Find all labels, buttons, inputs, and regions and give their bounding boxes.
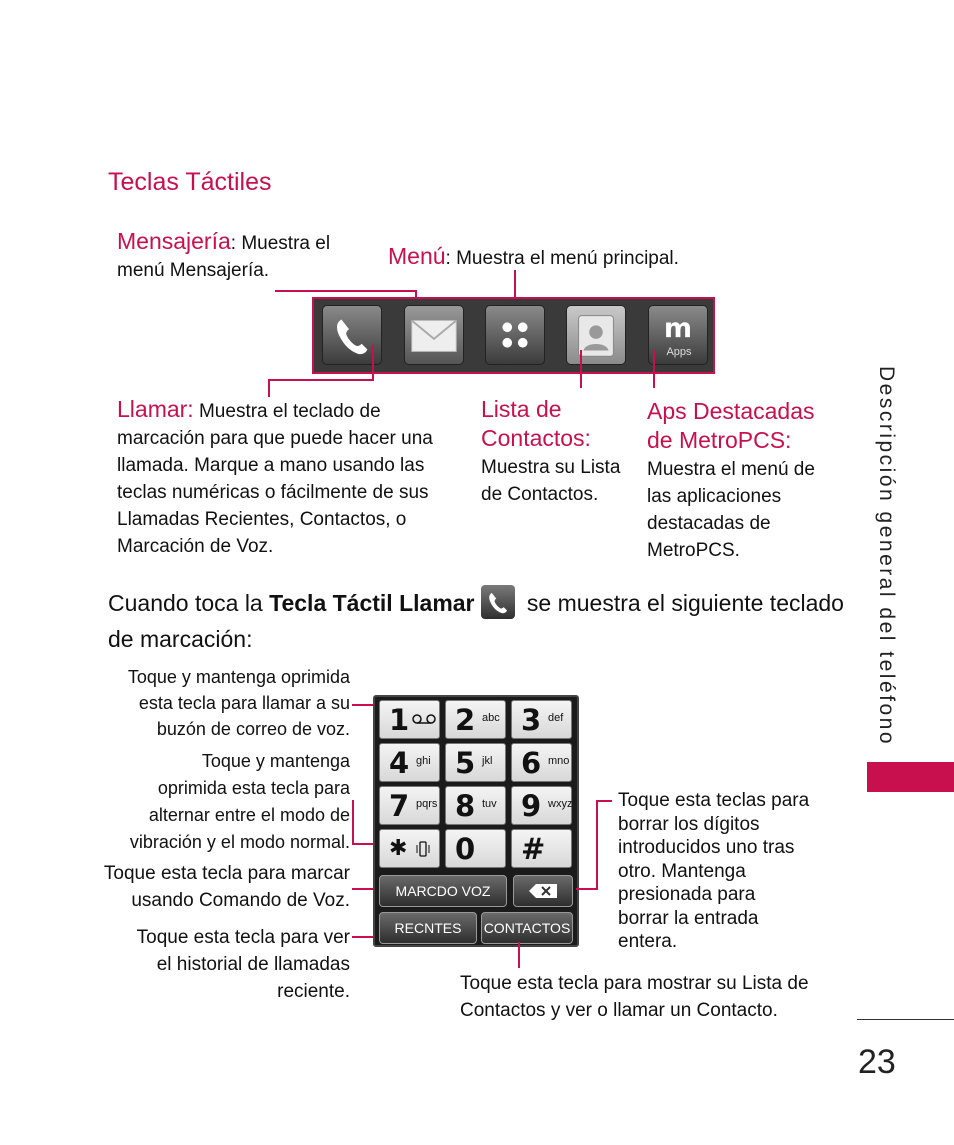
contacts-button[interactable]: CONTACTOS — [481, 912, 573, 944]
metro-m-icon[interactable] — [648, 305, 708, 365]
delete-connector-h2 — [576, 888, 598, 890]
delete-connector-h — [596, 800, 612, 802]
key-2[interactable]: 2 abc — [445, 700, 506, 739]
mensajeria-label: Mensajería: Muestra el menú Mensajería. — [117, 228, 331, 281]
backspace-button[interactable] — [513, 875, 573, 907]
delete-connector-v — [596, 800, 598, 890]
page-number-rule — [857, 1019, 954, 1020]
voice-dial-button[interactable]: MARCDO VOZ — [379, 875, 507, 907]
contacts-icon[interactable] — [566, 305, 626, 365]
side-section-label: Descripción general del teléfono — [875, 366, 898, 747]
menu-label: Menú: Muestra el menú principal. — [388, 243, 679, 269]
key-3[interactable]: 3 def — [511, 700, 572, 739]
llamar-connector-h — [268, 379, 374, 381]
section-title: Teclas Táctiles — [108, 168, 272, 196]
side-tab — [867, 762, 954, 792]
apps-label: Aps Destacadas de MetroPCS: Muestra el menú de las aplicaciones destacadas de MetroPCS. — [647, 398, 815, 561]
recent-calls-button[interactable]: RECNTES — [379, 912, 477, 944]
voicemail-annotation: Toque y mantenga oprimida esta tecla para llamar a su buzón de correo de voz. — [127, 667, 350, 739]
recent-annotation: Toque esta tecla para ver el historial de llamadas reciente. — [136, 927, 350, 1002]
contacts-annotation: Toque esta tecla para mostrar su Lista de Contactos y ver o llamar un Contacto. — [460, 973, 809, 1021]
key-7[interactable]: 7 pqrs — [379, 786, 440, 825]
key-5[interactable]: 5 jkl — [445, 743, 506, 782]
key-8[interactable]: 8 tuv — [445, 786, 506, 825]
llamar-connector-v2 — [268, 379, 270, 397]
envelope-icon[interactable] — [404, 305, 464, 365]
key-0[interactable]: 0 — [445, 829, 506, 868]
menu-dots-icon[interactable] — [485, 305, 545, 365]
key-hash[interactable]: # — [511, 829, 572, 868]
key-9[interactable]: 9 wxyz — [511, 786, 572, 825]
key-6[interactable]: 6 mno — [511, 743, 572, 782]
key-star[interactable]: ✱ — [379, 829, 440, 868]
contactos-label: Lista de Contactos: Muestra su Lista de Contactos. — [481, 396, 621, 505]
apps-connector — [653, 350, 655, 388]
llamar-connector-v1 — [372, 345, 374, 381]
vibrate-annotation: Toque y mantenga oprimida esta tecla para alternar entre el modo de vibración y el modo normal. — [129, 751, 350, 852]
contacts-connector — [518, 942, 520, 968]
intro-paragraph: Cuando toca la Tecla Táctil Llamar se muestra el siguiente teclado de marcación: — [108, 585, 858, 657]
svg-text:m: m — [663, 312, 693, 344]
phone-icon — [481, 585, 515, 619]
key-1[interactable]: 1 — [379, 700, 440, 739]
contactos-connector — [580, 350, 582, 388]
voicemail-icon — [412, 713, 436, 725]
page-number: 23 — [858, 1043, 896, 1081]
backspace-icon — [528, 883, 558, 899]
dialpad — [373, 695, 579, 947]
vibrate-icon — [416, 841, 430, 857]
apps-key-label: Apps — [666, 346, 692, 358]
key-4[interactable]: 4 ghi — [379, 743, 440, 782]
voice-command-annotation: Toque esta tecla para marcar usando Comando de Voz. — [103, 863, 350, 911]
mensajeria-connector — [275, 290, 417, 292]
llamar-label: Llamar: Muestra el teclado de marcación para que puede hacer una llamada. Marque a mano usando las teclas numéricas o fácilmente de sus Llamadas Recientes, Contactos, o Marcación de Voz. — [117, 396, 433, 557]
delete-annotation: Toque esta teclas para borrar los dígitos introducidos uno tras otro. Mantenga presionada para borrar la entrada entera. — [618, 790, 810, 952]
vibrate-connector-v — [352, 800, 354, 844]
